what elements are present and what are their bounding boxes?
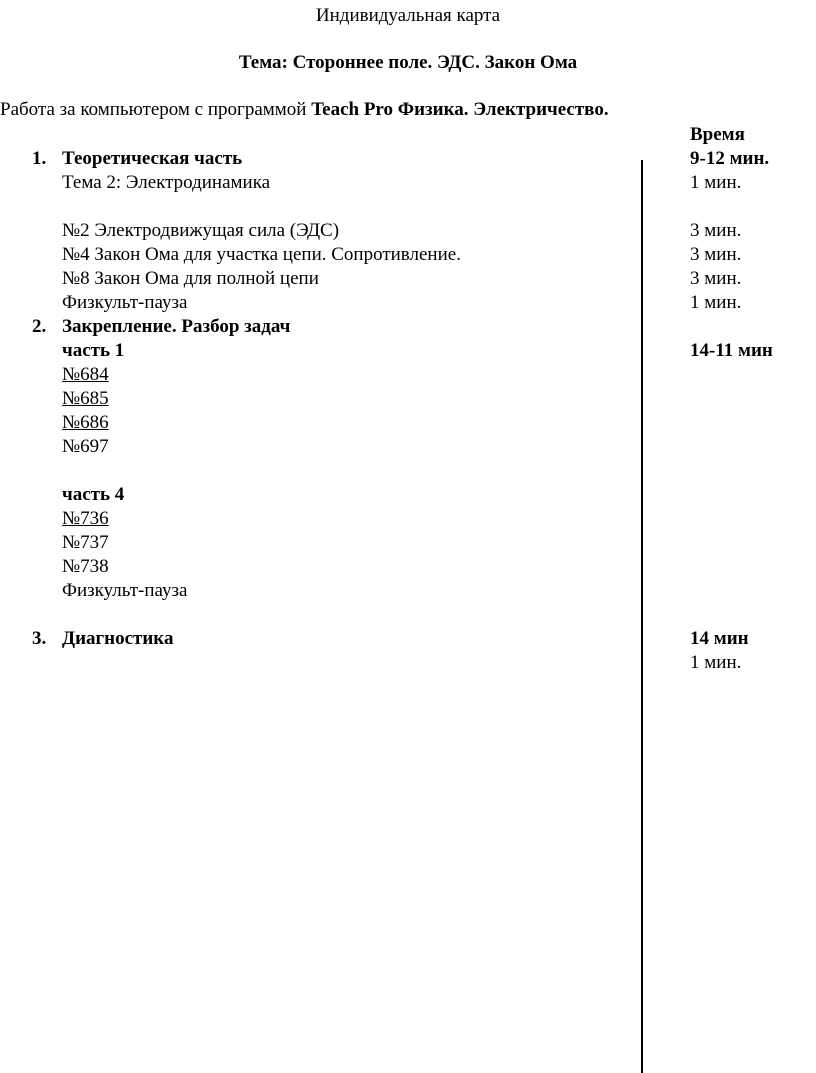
part1-time: 14-11 мин [690,340,773,361]
task-link[interactable]: №736 [62,508,109,529]
document-title: Индивидуальная карта [315,5,501,26]
time-column-header: Время [690,124,745,145]
section2-title: Закрепление. Разбор задач [62,316,291,337]
section1-item-time: 3 мин. [690,220,742,241]
topic-heading: Тема: Стороннее поле. ЭДС. Закон Ома [238,52,578,73]
section3-time: 14 мин [690,628,749,649]
program-name: Teach Pro Физика. Электричество. [311,99,609,120]
task-link[interactable]: №686 [62,412,109,433]
task-item: №697 [62,436,109,457]
section3-number: 3. [32,628,47,649]
section1-item-text: Физкульт-пауза [62,292,188,313]
section2-number: 2. [32,316,47,337]
section1-time: 9-12 мин. [690,148,770,169]
task-item: №738 [62,556,109,577]
section1-item-time: 1 мин. [690,172,742,193]
section1-item-time: 1 мин. [690,292,742,313]
section1-item-text: №2 Электродвижущая сила (ЭДС) [62,220,340,241]
part1-label: часть 1 [62,340,125,361]
intro-line [0,98,609,122]
section1-item-text: №8 Закон Ома для полной цепи [62,268,319,289]
section3-sub-time: 1 мин. [690,652,742,673]
section1-title: Теоретическая часть [62,148,243,169]
part4-label: часть 4 [62,484,125,505]
task-link[interactable]: №685 [62,388,109,409]
vertical-divider [641,160,643,1073]
intro-text: Работа за компьютером с программой [0,99,312,120]
section1-number: 1. [32,148,47,169]
task-item: №737 [62,532,109,553]
pause-item: Физкульт-пауза [62,580,188,601]
section1-item-time: 3 мин. [690,244,742,265]
task-link[interactable]: №684 [62,364,109,385]
section3-title: Диагностика [62,628,174,649]
section1-item-text: Тема 2: Электродинамика [62,172,271,193]
section1-item-time: 3 мин. [690,268,742,289]
section1-item-text: №4 Закон Ома для участка цепи. Сопротивление. [62,244,461,265]
